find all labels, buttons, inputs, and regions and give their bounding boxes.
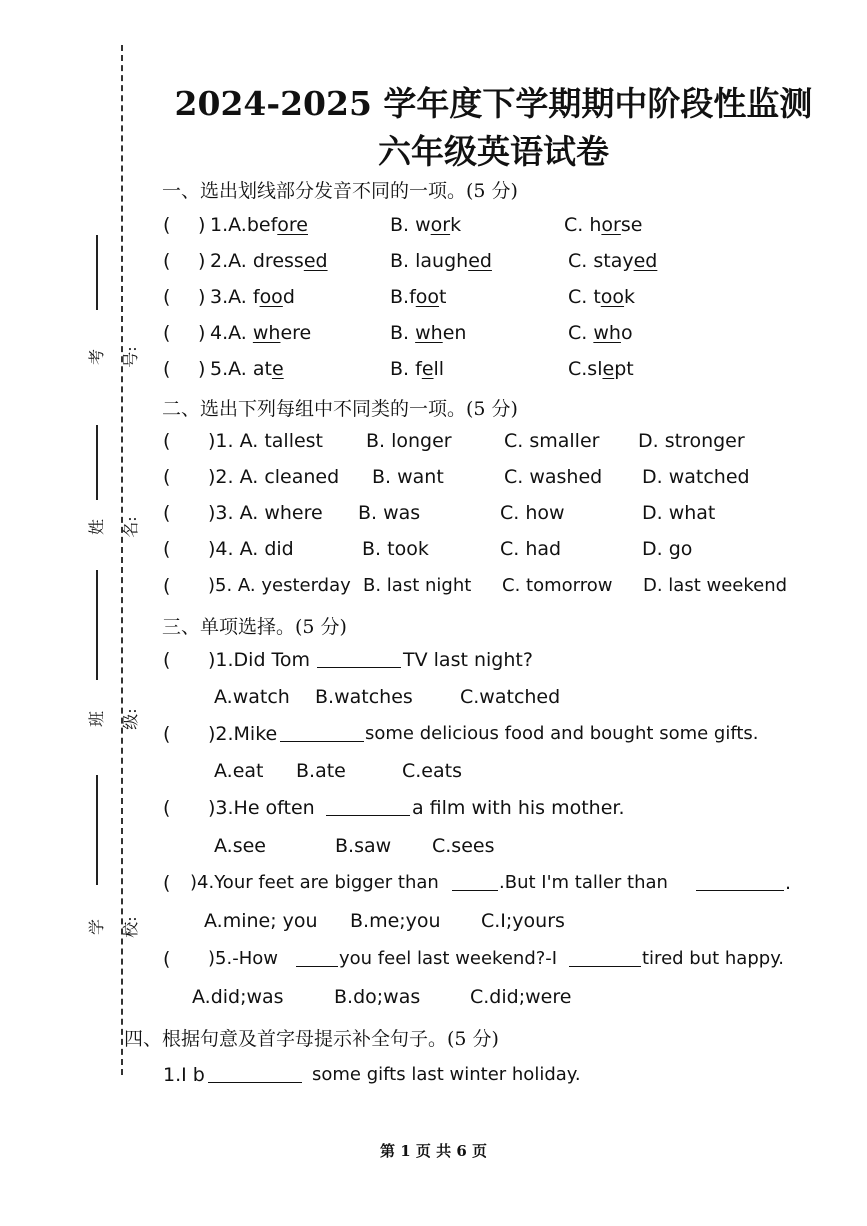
question-text-post: some gifts last winter holiday.: [312, 1064, 581, 1085]
question-text-pre: )2.Mike: [208, 723, 278, 745]
page-number: 第 1 页 共 6 页: [380, 1142, 487, 1160]
option-c: C.sees: [432, 835, 495, 857]
answer-paren-open: (: [163, 466, 171, 488]
question-text-post: TV last night?: [403, 649, 533, 671]
option-a: A.mine; you: [204, 910, 318, 932]
option-c: C. stayed: [568, 250, 658, 272]
option-a: 2.A. dressed: [210, 250, 328, 272]
option-a: )5. A. yesterday: [208, 575, 351, 596]
school-label: 学校:: [87, 916, 140, 938]
exam-subtitle: 六年级英语试卷: [378, 132, 609, 171]
option-c: C.I;yours: [481, 910, 565, 932]
option-a: )4. A. did: [208, 538, 294, 560]
answer-paren-close: ): [198, 358, 206, 380]
option-c: C. took: [568, 286, 636, 308]
answer-blank[interactable]: [280, 723, 364, 742]
school-line: [96, 775, 98, 885]
section2-heading: 二、选出下列每组中不同类的一项。(5 分): [162, 398, 518, 420]
answer-paren-open: (: [163, 250, 171, 272]
answer-paren-open: (: [163, 214, 171, 236]
question-text-post: some delicious food and bought some gifts.: [365, 723, 759, 744]
option-b: B.me;you: [350, 910, 441, 932]
name-label: 姓名:: [87, 516, 140, 538]
section3-heading: 三、单项选择。(5 分): [162, 616, 347, 638]
exam-number-label: 考号:: [87, 346, 140, 368]
option-b: B. laughed: [390, 250, 492, 272]
option-a: 4.A. where: [210, 322, 312, 344]
answer-paren-open: (: [163, 948, 171, 970]
option-a: A.eat: [214, 760, 264, 782]
option-b: B.saw: [335, 835, 392, 857]
option-c: C.watched: [460, 686, 561, 708]
option-a: A.see: [214, 835, 266, 857]
option-d: D. what: [642, 502, 716, 524]
question-text-pre: 1.I b: [163, 1064, 205, 1086]
answer-paren-open: (: [163, 538, 171, 560]
option-d: D. watched: [642, 466, 750, 488]
question-text-pre: )4.Your feet are bigger than: [190, 872, 439, 893]
option-c: C. washed: [504, 466, 603, 488]
answer-paren-open: (: [163, 797, 171, 819]
option-a: )2. A. cleaned: [208, 466, 340, 488]
answer-blank[interactable]: [326, 797, 410, 816]
option-b: B. last night: [363, 575, 472, 596]
option-b: B.foot: [390, 286, 447, 308]
option-b: B.ate: [296, 760, 346, 782]
answer-blank[interactable]: [208, 1064, 302, 1083]
answer-paren-close: ): [198, 322, 206, 344]
option-b: B.do;was: [334, 986, 421, 1008]
question-text-pre: )1.Did Tom: [208, 649, 311, 671]
question-text-post: a film with his mother.: [412, 797, 625, 819]
option-c: C. who: [568, 322, 633, 344]
option-a: 1.A.before: [210, 214, 308, 236]
option-c: C. how: [500, 502, 565, 524]
answer-paren-close: ): [198, 286, 206, 308]
answer-paren-open: (: [163, 872, 171, 894]
option-a: 3.A. food: [210, 286, 295, 308]
option-b: B. want: [372, 466, 444, 488]
option-c: C. tomorrow: [502, 575, 613, 596]
answer-paren-open: (: [163, 649, 171, 671]
section4-heading: 四、根据句意及首字母提示补全句子。(5 分): [124, 1028, 499, 1050]
option-c: C. horse: [564, 214, 643, 236]
section1-heading: 一、选出划线部分发音不同的一项。(5 分): [162, 180, 518, 202]
class-line: [96, 570, 98, 680]
option-b: B. was: [358, 502, 421, 524]
question-text-mid: .But I'm taller than: [499, 872, 668, 893]
option-c: C. smaller: [504, 430, 600, 452]
answer-paren-close: ): [198, 214, 206, 236]
option-a: )3. A. where: [208, 502, 323, 524]
exam-title: 2024-2025 学年度下学期期中阶段性监测: [174, 84, 813, 123]
option-a: 5.A. ate: [210, 358, 284, 380]
answer-blank-2[interactable]: [569, 948, 641, 967]
option-c: C.did;were: [470, 986, 572, 1008]
answer-paren-open: (: [163, 358, 171, 380]
option-a: A.did;was: [192, 986, 284, 1008]
answer-blank-1[interactable]: [452, 872, 498, 891]
option-b: B.watches: [315, 686, 413, 708]
class-label: 班级:: [87, 708, 140, 730]
option-b: B. work: [390, 214, 462, 236]
answer-paren-open: (: [163, 723, 171, 745]
option-b: B. longer: [366, 430, 452, 452]
option-d: D. stronger: [638, 430, 745, 452]
name-line: [96, 425, 98, 500]
option-b: B. when: [390, 322, 467, 344]
option-d: D. go: [642, 538, 693, 560]
answer-paren-open: (: [163, 575, 171, 597]
question-text-mid: you feel last weekend?-I: [339, 948, 558, 969]
answer-paren-open: (: [163, 322, 171, 344]
question-text-pre: )3.He often: [208, 797, 315, 819]
answer-blank-1[interactable]: [296, 948, 338, 967]
option-c: C.eats: [402, 760, 462, 782]
option-d: D. last weekend: [643, 575, 788, 596]
option-b: B. took: [362, 538, 429, 560]
answer-paren-open: (: [163, 502, 171, 524]
option-c: C.slept: [568, 358, 634, 380]
option-b: B. fell: [390, 358, 445, 380]
option-a: )1. A. tallest: [208, 430, 324, 452]
question-text-pre: )5.-How: [208, 948, 278, 969]
answer-paren-close: ): [198, 250, 206, 272]
exam-number-line: [96, 235, 98, 310]
option-a: A.watch: [214, 686, 290, 708]
answer-blank[interactable]: [317, 649, 401, 668]
question-text-post: tired but happy.: [642, 948, 784, 969]
answer-paren-open: (: [163, 430, 171, 452]
option-c: C. had: [500, 538, 562, 560]
answer-blank-2[interactable]: [696, 872, 784, 891]
question-text-post: .: [785, 872, 792, 894]
answer-paren-open: (: [163, 286, 171, 308]
